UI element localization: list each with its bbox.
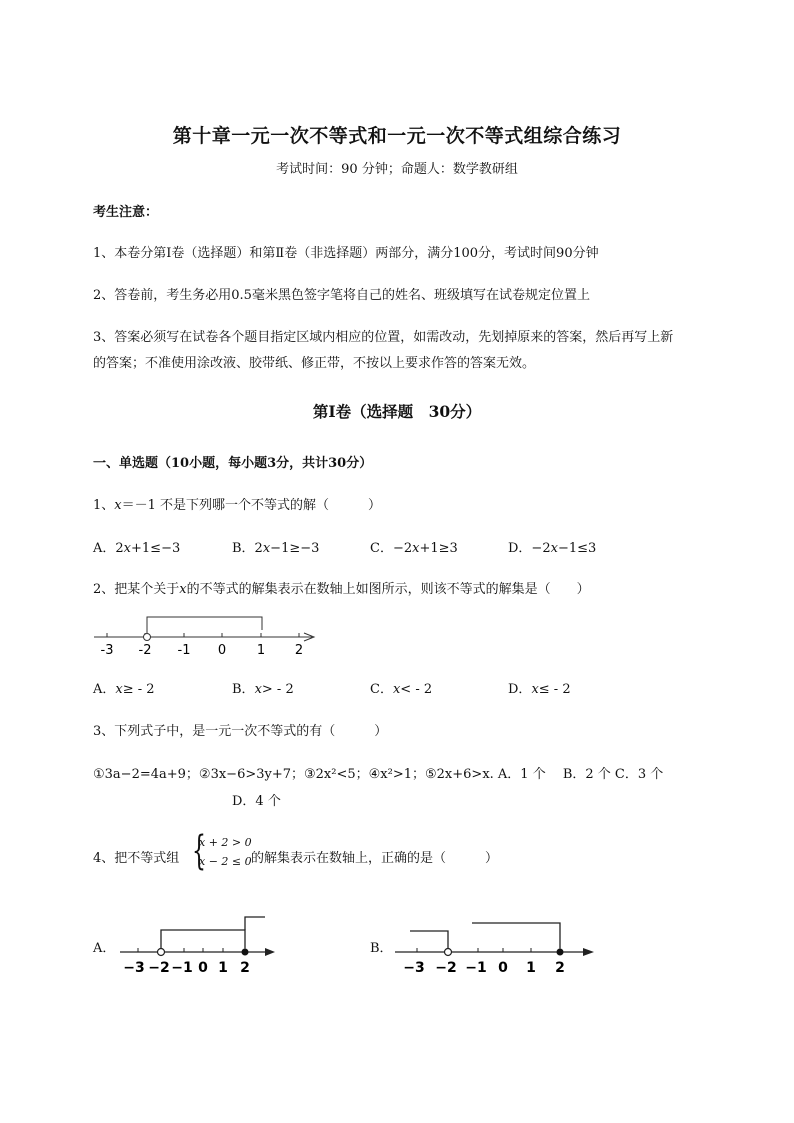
notice-item-1: 1、本卷分第Ⅰ卷（选择题）和第Ⅱ卷（非选择题）两部分，满分100分，考试时间90分钟 <box>93 246 599 261</box>
section-title: 第Ⅰ卷（选择题 30分） <box>312 402 482 421</box>
arrow-right-icon <box>583 948 594 956</box>
q1-option-b[interactable]: B．2x−1≥−3 <box>232 541 320 556</box>
filled-circle <box>557 949 564 956</box>
left-brace-icon: { <box>192 828 206 874</box>
tick-label: 1 <box>256 643 266 658</box>
tick-label: 1 <box>526 960 536 976</box>
q4-option-a-label[interactable]: A． <box>93 941 116 956</box>
tick-label: 2 <box>240 960 250 976</box>
arrow-right-icon <box>265 948 275 956</box>
q2-number-line <box>90 608 330 660</box>
tick-label: 0 <box>217 643 227 658</box>
tick-label: −2 <box>435 960 457 976</box>
question-2-stem: 2、把某个关于x的不等式的解集表示在数轴上如图所示，则该不等式的解集是（ ） <box>93 582 590 597</box>
open-circle <box>144 634 151 641</box>
tick-label: -2 <box>138 643 152 658</box>
q1-option-d[interactable]: D．−2x−1≤3 <box>508 541 597 556</box>
tick-label: 2 <box>555 960 565 976</box>
inequality-system <box>192 828 252 874</box>
tick-label: −2 <box>148 960 170 976</box>
q1-option-a[interactable]: A．2x+1≤−3 <box>93 541 181 556</box>
q2-option-b[interactable]: B．x> - 2 <box>232 682 294 697</box>
q4-option-a-number-line[interactable] <box>115 910 280 976</box>
solution-bracket-right <box>245 917 265 930</box>
q1-option-c[interactable]: C．−2x+1≥3 <box>370 541 458 556</box>
tick-label: −1 <box>465 960 487 976</box>
notice-item-3-line-2: 的答案；不准使用涂改液、胶带纸、修正带，不按以上要求作答的答案无效。 <box>93 356 536 371</box>
inequality-1: x + 2 > 0 <box>199 836 252 849</box>
q4-option-b-label[interactable]: B． <box>370 941 393 956</box>
tick-label: 1 <box>218 960 228 976</box>
tick-label: 0 <box>498 960 508 976</box>
notice-item-3-line-1: 3、答案必须写在试卷各个题目指定区域内相应的位置，如需改动，先划掉原来的答案，然后再写上新 <box>93 330 674 345</box>
tick-label: 0 <box>198 960 208 976</box>
open-circle <box>158 949 165 956</box>
question-4-prefix: 4、把不等式组 <box>93 851 180 866</box>
notice-heading: 考生注意： <box>93 205 159 220</box>
tick-label: −3 <box>403 960 425 976</box>
question-4-rest: 的解集表示在数轴上，正确的是（ ） <box>251 851 499 866</box>
q2-option-d[interactable]: D．x≤ - 2 <box>508 682 571 697</box>
q4-option-b-number-line[interactable] <box>390 910 605 976</box>
tick-label: -1 <box>177 643 191 658</box>
tick-label: −1 <box>171 960 193 976</box>
part-heading: 一、单选题（10小题，每小题3分，共计30分） <box>93 456 373 471</box>
q2-option-c[interactable]: C．x< - 2 <box>370 682 433 697</box>
question-3-expressions: ①3a−2=4a+9；②3x−6>3y+7；③2x²<5；④x²>1；⑤2x+6>x. A．1 个 B．2 个 C．3 个 <box>93 767 664 782</box>
open-circle <box>445 949 452 956</box>
solution-bracket <box>161 930 245 948</box>
q3-option-d[interactable]: D．4 个 <box>232 794 281 809</box>
question-3-stem: 3、下列式子中，是一元一次不等式的有（ ） <box>93 724 388 739</box>
page-subtitle: 考试时间：90 分钟；命题人：数学教研组 <box>276 162 518 177</box>
question-1-stem: 1、x＝－1 不是下列哪一个不等式的解（ ） <box>93 498 382 513</box>
inequality-2: x − 2 ≤ 0 <box>199 855 252 868</box>
tick-label: −3 <box>123 960 145 976</box>
solution-bracket-right <box>472 923 560 948</box>
page-title: 第十章一元一次不等式和一元一次不等式组综合练习 <box>172 125 622 147</box>
tick-label: 2 <box>294 643 304 658</box>
tick-label: -3 <box>100 643 114 658</box>
solution-bracket <box>147 617 262 633</box>
solution-bracket-left <box>410 931 448 948</box>
notice-item-2: 2、答卷前，考生务必用0.5毫米黑色签字笔将自己的姓名、班级填写在试卷规定位置上 <box>93 288 590 303</box>
filled-circle <box>242 949 249 956</box>
q2-option-a[interactable]: A．x≥ - 2 <box>93 682 155 697</box>
